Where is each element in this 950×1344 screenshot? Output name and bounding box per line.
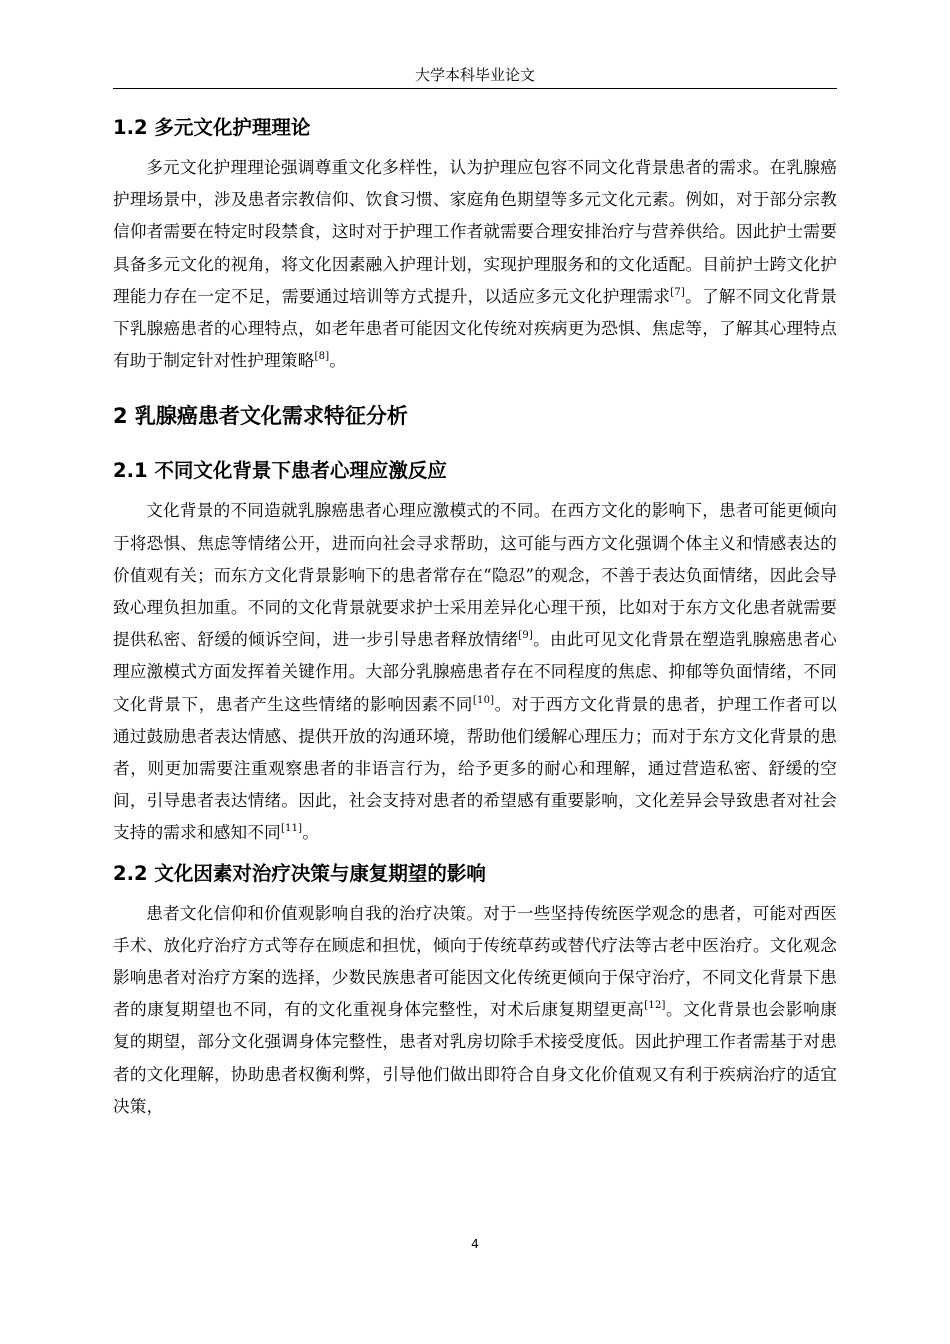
section-heading-1-2: 1.2 多元文化护理理论 [113,116,311,139]
paragraph-text: 。了解不同文化背景下乳腺癌患者的心理特点，如老年患者可能因文化传统对疾病更为恐惧、焦虑等，了解其心理特点有助于制定针对性护理策略 [113,286,837,371]
page-number: 4 [471,1237,479,1251]
citation: [12] [644,1000,666,1012]
section-heading-2-1: 2.1 不同文化背景下患者心理应激反应 [113,459,447,483]
paragraph-text: 患者文化信仰和价值观影响自我的治疗决策。对于一些坚持传统医学观念的患者，可能对西医手术、放化疗治疗方式等存在顾虑和担忧，倾向于传统草药或替代疗法等古老中医治疗。文化观念影响患者对治疗方案的选择，少数民族患者可能因文化传统更倾向于保守治疗，不同文化背景下患者的康复期望也不同，有的文化重视身体完整性，对术后康复期望更高 [113,903,837,1020]
paragraph-text: 多元文化护理理论强调尊重文化多样性，认为护理应包容不同文化背景患者的需求。在乳腺癌护理场景中，涉及患者宗教信仰、饮食习惯、家庭角色期望等多元文化元素。例如，对于部分宗教信仰者需要在特定时段禁食，这时对于护理工作者就需要合理安排治疗与营养供给。因此护士需要具备多元文化的视角，将文化因素融入护理计划，实现护理服务和的文化适配。目前护士跨文化护理能力存在一定不足，需要通过培训等方式提升，以适应多元文化护理需求 [113,158,837,306]
citation: [9] [518,630,534,642]
running-header: 大学本科毕业论文 [414,66,535,84]
paragraph [113,898,837,1123]
citation: [11] [280,823,303,835]
paragraph-text: 文化背景的不同造就乳腺癌患者心理应激模式的不同。在西方文化的影响下，患者可能更倾向于将恐惧、焦虑等情绪公开，进而向社会寻求帮助，这可能与西方文化强调个体主义和情感表达的价值观有关；而东方文化背景影响下的患者常存在“隐忍”的观念，不善于表达负面情绪，因此会导致心理负担加重。不同的文化背景就要求护士采用差异化心理干预，比如对于东方文化患者就需要提供私密、舒缓的倾诉空间，进一步引导患者释放情绪 [113,501,837,650]
section-heading-2-2: 2.2 文化因素对治疗决策与康复期望的影响 [113,861,486,885]
page-content [113,112,837,1123]
chapter-heading-2: 2 乳腺癌患者文化需求特征分析 [113,404,408,429]
paragraph-text: 。文化背景也会影响康复的期望，部分文化强调身体完整性，患者对乳房切除手术接受度低。因此护理工作者需基于对患者的文化理解，协助患者权衡利弊，引导他们做出即符合自身文化价值观又有利于疾病治疗的适宜决策， [113,1000,838,1116]
citation: [10] [472,694,495,706]
paragraph [113,495,837,849]
paragraph-text: 。 [302,823,320,843]
citation: [7] [670,286,686,298]
header-rule [113,88,837,89]
paragraph-text: 。对于西方文化背景的患者，护理工作者可以通过鼓励患者表达情感、提供开放的沟通环境，帮助他们缓解心理压力；而对于东方文化背景的患者，则更加需要注重观察患者的非语言行为，给予更多的耐心和理解，通过营造私密、舒缓的空间，引导患者表达情绪。因此，社会支持对患者的希望感有重要影响，文化差异会导致患者对社会支持的需求和感知不同 [113,694,837,843]
paragraph-text: 。 [329,351,347,371]
paragraph [113,152,837,377]
paragraph-text: 。由此可见文化背景在塑造乳腺癌患者心理应激模式方面发挥着关键作用。大部分乳腺癌患者存在不同程度的焦虑、抑郁等负面情绪，不同文化背景下，患者产生这些情绪的影响因素不同 [113,630,837,714]
citation: [8] [314,351,330,363]
